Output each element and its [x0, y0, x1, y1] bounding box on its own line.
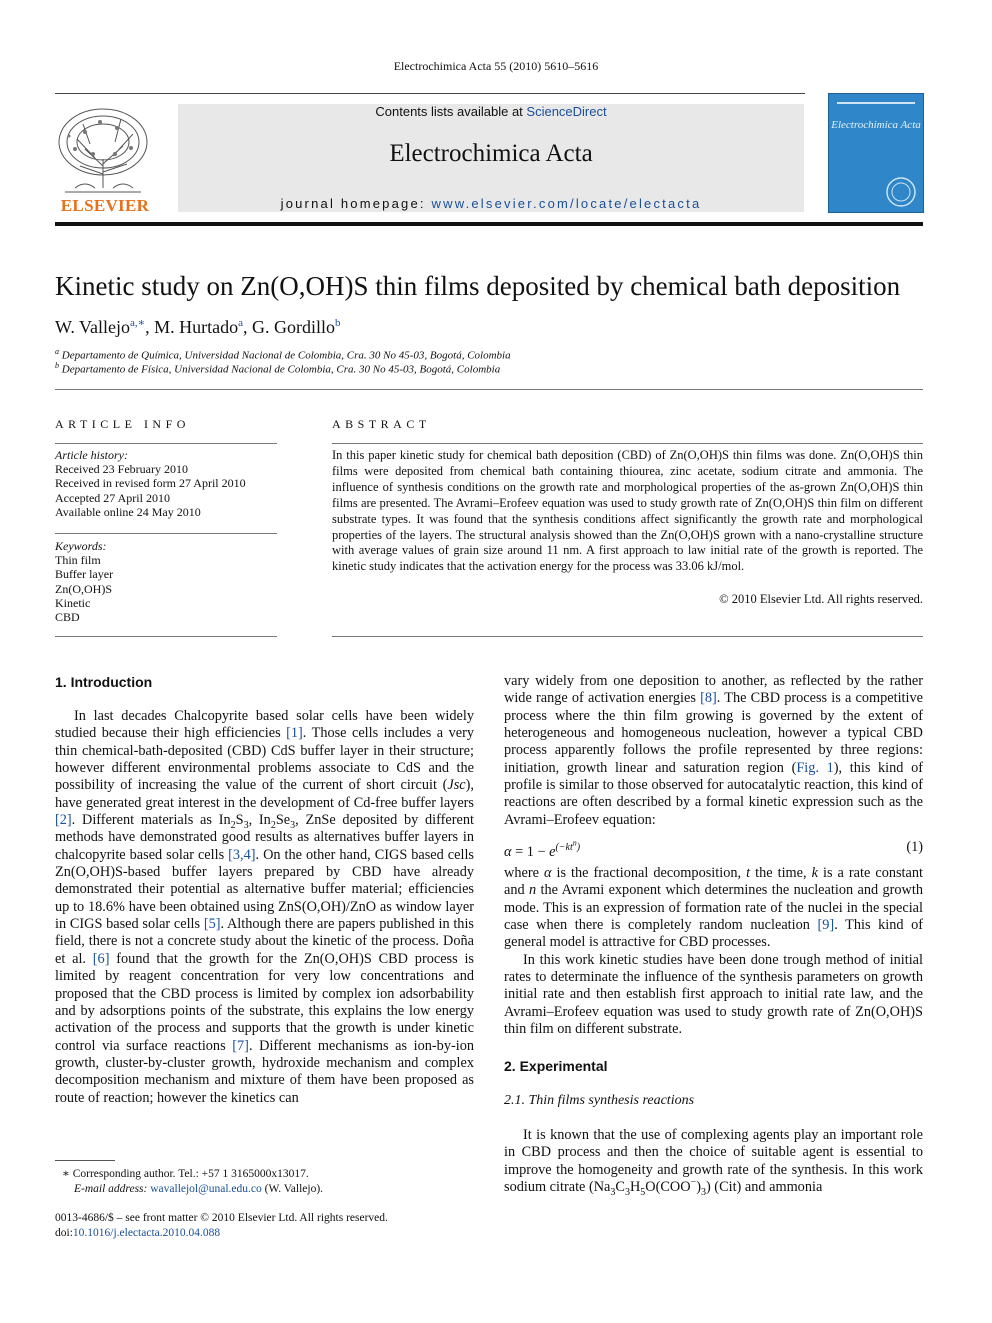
text-run: . Although there are papers published in this field, there is not a concrete study about the kinetic of the process. Doña et al.	[55, 916, 474, 967]
email-suffix: (W. Vallejo).	[261, 1182, 324, 1195]
equation-number: (1)	[906, 839, 923, 855]
text-run: the time,	[750, 865, 812, 881]
text-run: ), this kind of profile is similar to those observed for autocatalytic reaction, this kind of reactions are often described by a formal kinetic expression such as the Avrami–Erofeev equation:	[504, 759, 923, 828]
text-run: −	[690, 1177, 697, 1189]
affiliation	[55, 361, 500, 376]
homepage-prefix: journal homepage:	[280, 196, 432, 211]
divider	[332, 443, 923, 444]
abstract-text: In this paper kinetic study for chemical bath deposition (CBD) of Zn(O,OH)S thin films was done. Zn(O,OH)S thin films were deposited from chemical bath containing thiourea, zinc acetate, sodium citrate and ammonia. The influence of synthesis conditions on the growth rate and morphological properties of the as-grown Zn(O,OH)S thin films are presented. The Avrami–Erofeev equation was used to study growth rate of Zn(O,OH)S thin film on different substrate types. It was found that the synthesis conditions affect significantly the growth rate and morphological properties of the layers. The structural analysis showed than the Zn(O,OH)S grown with a nano-crystalline structure with average values of grain size around 11 nm. A first approach to law initial rate of the growth is reported. The kinetic study indicates that the activation energy for the process was 33.06 kJ/mol.	[332, 448, 923, 574]
corresponding-author: ∗ Corresponding author. Tel.: +57 1 3165000x13017.	[62, 1168, 309, 1180]
text-run: α	[543, 865, 552, 881]
text-run: 3	[610, 1186, 616, 1198]
introduction-paragraph	[55, 708, 474, 1107]
email-label: E-mail address:	[74, 1182, 151, 1195]
journal-banner	[178, 104, 804, 212]
equation-lhs: α	[504, 844, 512, 861]
text-run: . Those cells includes a very thin chemical-bath-deposited (CBD) CdS buffer layer in their structure; however different environmental problems associate to CdS and the possibility of increasing the value of the current of short circuit (	[55, 725, 474, 794]
journal-title: Electrochimica Acta	[389, 140, 593, 167]
doi-link[interactable]: 10.1016/j.electacta.2010.04.088	[72, 1226, 221, 1239]
article-title: Kinetic study on Zn(O,OH)S thin films deposited by chemical bath deposition	[55, 271, 901, 301]
equation-operator: = 1 −	[511, 844, 550, 861]
text-run: k	[811, 865, 818, 881]
text-run: the Avrami exponent which determines the nucleation and growth mode. This is an expression of formation rate of the nuclei in the special case when there is completely random nucleation	[504, 882, 923, 934]
paragraph	[55, 708, 474, 1107]
keyword: Thin film	[55, 553, 101, 568]
text-run: Jsc	[447, 777, 466, 794]
text-run: 2	[230, 819, 236, 831]
paragraph	[504, 673, 923, 829]
text-run: 5	[640, 1186, 646, 1198]
history-item: Received in revised form 27 April 2010	[55, 476, 246, 491]
text-run: 2	[270, 819, 276, 831]
journal-cover-thumbnail[interactable]	[828, 93, 924, 213]
cover-rule	[837, 102, 915, 104]
journal-homepage	[178, 196, 804, 211]
citation-link[interactable]: [9]	[817, 917, 835, 934]
paragraph: In this work kinetic studies have been done trough method of initial rates to determinate the influence of the synthesis parameters on growth initial rate and then establish first approach to initial rate law, and the Avrami–Erofeev equation was used to study growth rate of Zn(O,OH)S thin film on different substrate.	[504, 951, 923, 1038]
right-column-text	[504, 1127, 923, 1196]
keywords	[55, 539, 277, 624]
section-heading-experimental: 2. Experimental	[504, 1058, 608, 1074]
affiliation-marker: b	[55, 361, 59, 370]
abstract-heading: ABSTRACT	[332, 417, 431, 431]
homepage-link[interactable]: www.elsevier.com/locate/electacta	[431, 196, 702, 211]
affiliation	[55, 347, 511, 362]
text-run: found that the growth for the Zn(O,OH)S CBD process is limited by reagent concentration for very low concentrations and proposed that the CBD process is limited by complex ion adsorbability and by adsorptions points of the substrate, this explains the low energy activation of the process and supports that the growth is under kinetic control via surface reactions	[55, 950, 474, 1054]
affiliation-text: Departamento de Química, Universidad Nacional de Colombia, Cra. 30 No 45-03, Bogotá, Colombia	[61, 349, 511, 362]
article-history	[55, 448, 277, 519]
cover-title: Electrochimica Acta	[831, 119, 921, 131]
text-run: 3	[700, 1186, 706, 1198]
citation-link[interactable]: Fig. 1	[796, 759, 834, 776]
divider	[55, 533, 277, 534]
divider	[55, 389, 923, 390]
citation-link[interactable]: [1]	[286, 725, 303, 742]
citation-link[interactable]: [5]	[203, 916, 221, 933]
text-run: . This kind of general model is attractive for CBD processes.	[504, 917, 923, 951]
running-head: Electrochimica Acta 55 (2010) 5610–5616	[393, 59, 599, 73]
section-heading-introduction: 1. Introduction	[55, 674, 153, 690]
keyword: CBD	[55, 610, 80, 625]
right-column-text	[504, 673, 923, 829]
text-run: is a rate constant and	[504, 865, 923, 899]
abstract-copyright: © 2010 Elsevier Ltd. All rights reserved.	[719, 592, 923, 606]
citation-link[interactable]: [6]	[92, 950, 110, 967]
article-info-heading: ARTICLE INFO	[55, 417, 190, 431]
author-affiliation-marker[interactable]: b	[335, 317, 341, 329]
text-run: O(COO	[645, 1179, 691, 1196]
sciencedirect-link[interactable]: ScienceDirect	[526, 104, 607, 119]
issn-line: 0013-4686/$ – see front matter © 2010 Elsevier Ltd. All rights reserved.	[55, 1212, 388, 1224]
author-list: W. Vallejo$^{a,∗}$, M. Hurtado$^a$, G. Gordillo$^b$	[55, 317, 341, 337]
right-column-text	[504, 865, 923, 1038]
text-run: . Different materials as In	[71, 812, 231, 829]
affiliation-text: Departamento de Física, Universidad Nacional de Colombia, Cra. 30 No 45-03, Bogotá, Colombia	[61, 363, 501, 376]
text-run: is the fractional decomposition,	[551, 865, 747, 881]
paragraph	[504, 865, 923, 952]
text-run: )	[696, 1179, 701, 1196]
elsevier-logo[interactable]	[55, 104, 155, 216]
equation-exponent-n: n	[572, 839, 577, 848]
citation-link[interactable]: [2]	[55, 812, 72, 829]
keyword: Buffer layer	[55, 567, 114, 582]
elsevier-wordmark: ELSEVIER	[60, 196, 150, 215]
text-run: . On the other hand, CIGS based cells Zn(O,OH)S-based buffer layers prepared by CBD have already demonstrated their potential as alternative buffer material; efficiencies up to 18.6% have been obtained using ZnS(O,OH)/ZnO as window layer in CIGS based solar cells	[55, 846, 474, 933]
text-run: C	[615, 1179, 625, 1196]
text-run: 3	[243, 819, 249, 831]
text-run: t	[746, 865, 751, 881]
paragraph	[504, 1127, 923, 1196]
equation-1	[504, 839, 923, 861]
history-label: Article history:	[55, 448, 128, 462]
front-matter	[55, 1211, 388, 1240]
text-run: Se	[275, 812, 291, 829]
text-run: vary widely from one deposition to another, as reflected by the rather wide range of activation energies	[504, 673, 923, 707]
keywords-label: Keywords:	[55, 539, 107, 553]
header-thick-rule	[55, 222, 923, 226]
text-run: , In	[248, 812, 271, 829]
equation-exponential: e	[549, 844, 556, 861]
divider	[55, 636, 277, 637]
contents-line	[178, 104, 804, 119]
text-run: S	[235, 812, 244, 829]
divider	[55, 443, 277, 444]
subsection-heading: 2.1. Thin films synthesis reactions	[504, 1093, 695, 1108]
email-link[interactable]: wavallejol@unal.edu.co	[150, 1182, 262, 1195]
doi-prefix: doi:	[55, 1226, 73, 1239]
footnote-rule	[55, 1160, 115, 1161]
text-run: n	[529, 882, 537, 899]
text-run: 3	[290, 819, 296, 831]
history-item: Available online 24 May 2010	[55, 504, 201, 519]
keyword: Zn(O,OH)S	[55, 581, 112, 596]
header-rule	[55, 93, 805, 94]
citation-link[interactable]: [7]	[232, 1037, 249, 1054]
history-item: Received 23 February 2010	[55, 462, 188, 477]
text-run: In last decades Chalcopyrite based solar cells have been widely studied because their high efficiencies	[55, 708, 474, 742]
equation-exponent: (−kt	[555, 842, 573, 854]
affiliation-marker: a	[55, 347, 59, 356]
contents-prefix: Contents lists available at	[375, 104, 527, 119]
author-name: W. Vallejo	[55, 317, 130, 337]
text-run: H	[629, 1179, 641, 1196]
citation-link[interactable]: [8]	[700, 690, 717, 707]
text-run: . The CBD process is a competitive process where the thin film growing is governed by the extent of heterogeneous and homogeneous nucleation, however a typical CBD process apparently follows the profile represented by three regions: initiation, growth linear and saturation region (	[504, 690, 923, 776]
author-affiliation-marker[interactable]: a,∗	[130, 317, 146, 329]
text-run: where	[504, 865, 544, 881]
author-name: M. Hurtado	[154, 317, 239, 337]
author-name: G. Gordillo	[252, 317, 335, 337]
equation-exponent-close: )	[576, 842, 581, 854]
corresponding-footnote	[62, 1167, 323, 1196]
history-item: Accepted 27 April 2010	[55, 490, 170, 505]
text-run: 3	[624, 1186, 630, 1198]
text-run: It is known that the use of complexing agents play an important role in CBD process and then the choice of suitable agent is essential to improve the homogeneity and growth rate of the synthesis. In this work sodium citrate (Na	[504, 1127, 923, 1196]
text-run: . Different mechanisms as ion-by-ion growth, cluster-by-cluster growth, hydroxide mechanism and complex decomposition mechanism and mixture of them have been proposed as route of reaction; however the kinetics can	[55, 1037, 475, 1106]
author-affiliation-marker[interactable]: a	[238, 317, 243, 329]
text-run: ), have generated great interest in the development of Cd-free buffer layers	[55, 777, 474, 811]
keyword: Kinetic	[55, 595, 91, 610]
text-run: ) (Cit) and ammonia	[705, 1179, 823, 1196]
text-run: , ZnSe deposited by different methods have demonstrated good results as alternatives buffer layers in chalcopyrite based solar cells	[55, 812, 474, 863]
ise-seal-icon	[885, 176, 917, 208]
citation-link[interactable]: [3,4]	[228, 846, 256, 863]
divider	[332, 636, 923, 637]
